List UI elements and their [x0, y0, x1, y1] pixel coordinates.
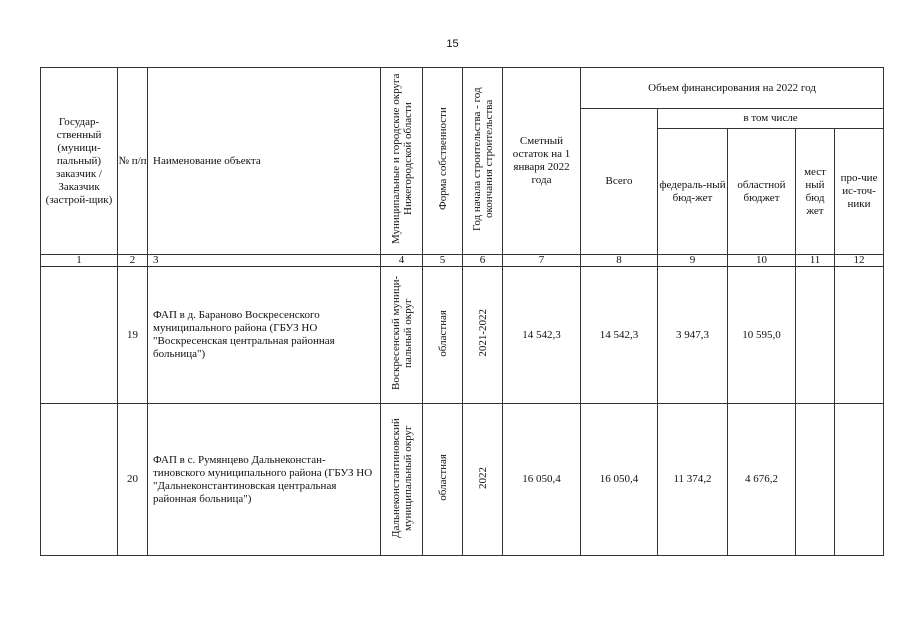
- cell-years: [463, 267, 503, 404]
- header-estimated-remainder: Сметный остаток на 1 января 2022 года: [503, 68, 581, 255]
- header-local: мест ный бюд жет: [796, 129, 835, 255]
- cell-district-text: Дальнеконстантиновский муниципальный округ: [389, 417, 414, 538]
- cell-district: [381, 267, 423, 404]
- financing-table: [40, 67, 884, 556]
- cell-ownership-text: областная: [436, 309, 449, 357]
- cell-ownership: [423, 404, 463, 556]
- cell-local: [796, 267, 835, 404]
- cell-customer: [41, 267, 118, 404]
- header-including: в том числе: [658, 109, 884, 129]
- cell-ownership-text: областная: [436, 454, 449, 501]
- table-row: [41, 267, 884, 404]
- column-number: 9: [658, 255, 728, 267]
- column-number: 12: [835, 255, 884, 267]
- header-district: [381, 68, 423, 255]
- cell-other: [835, 404, 884, 556]
- header-other: про-чие ис-точ-ники: [835, 129, 884, 255]
- column-number: 5: [423, 255, 463, 267]
- column-number: 1: [41, 255, 118, 267]
- header-years-text: Год начала строительства - год окончания строительства: [470, 87, 495, 231]
- cell-other: [835, 267, 884, 404]
- cell-years-text: 2022: [476, 466, 489, 489]
- cell-district: [381, 404, 423, 556]
- cell-total: 14 542,3: [581, 267, 658, 404]
- header-ownership-text: Форма собственности: [436, 107, 449, 211]
- column-numbers-row: [41, 255, 884, 267]
- cell-federal: 11 374,2: [658, 404, 728, 556]
- cell-object-name: ФАП в д. Бараново Воскресенского муниципального района (ГБУЗ НО "Воскресенская центральная районная больница"): [148, 267, 381, 404]
- cell-local: [796, 404, 835, 556]
- cell-customer: [41, 404, 118, 556]
- header-regional: областной бюджет: [728, 129, 796, 255]
- cell-regional: 10 595,0: [728, 267, 796, 404]
- column-number: 7: [503, 255, 581, 267]
- cell-remainder: 14 542,3: [503, 267, 581, 404]
- cell-remainder: 16 050,4: [503, 404, 581, 556]
- header-district-text: Муниципальные и городские округа Нижегородской области: [389, 73, 414, 245]
- cell-district-text: Воскресенский муници-пальный округ: [389, 275, 414, 391]
- table-row: [41, 404, 884, 556]
- cell-years: [463, 404, 503, 556]
- column-number: 8: [581, 255, 658, 267]
- cell-regional: 4 676,2: [728, 404, 796, 556]
- header-financing: Объем финансирования на 2022 год: [581, 68, 884, 109]
- column-number: 4: [381, 255, 423, 267]
- header-federal: федераль-ный бюд-жет: [658, 129, 728, 255]
- header-years: [463, 68, 503, 255]
- header-num: № п/п: [118, 68, 148, 255]
- header-object-name: Наименование объекта: [148, 68, 381, 255]
- cell-years-text: 2021-2022: [476, 309, 489, 357]
- cell-total: 16 050,4: [581, 404, 658, 556]
- cell-ownership: [423, 267, 463, 404]
- header-customer: Государ-ственный (муници-пальный) заказчик / Заказчик (застрой-щик): [41, 68, 118, 255]
- cell-object-name: ФАП в с. Румянцево Дальнеконстан-тиновского муниципального района (ГБУЗ НО "Дальнеконстантиновская центральная районная больница"): [148, 404, 381, 556]
- column-number: 6: [463, 255, 503, 267]
- column-number: 2: [118, 255, 148, 267]
- column-number: 11: [796, 255, 835, 267]
- header-total: Всего: [581, 109, 658, 255]
- cell-federal: 3 947,3: [658, 267, 728, 404]
- column-number: 10: [728, 255, 796, 267]
- cell-num: 19: [118, 267, 148, 404]
- page-number: 15: [446, 38, 459, 50]
- header-ownership: [423, 68, 463, 255]
- column-number: 3: [148, 255, 381, 267]
- cell-num: 20: [118, 404, 148, 556]
